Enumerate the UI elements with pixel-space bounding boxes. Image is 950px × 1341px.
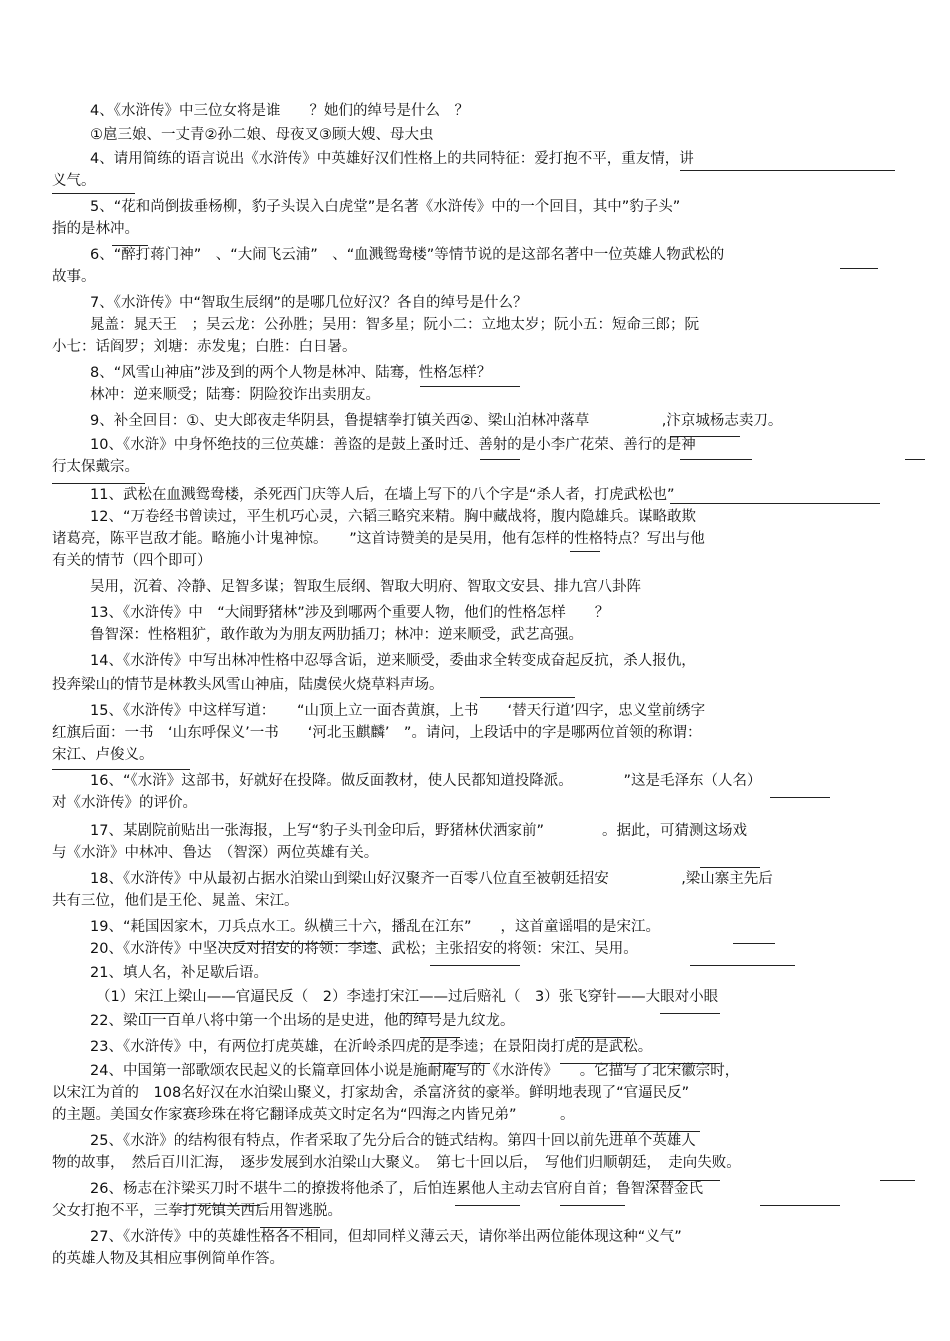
blank-underline <box>570 551 600 552</box>
text-line: 父女打抱不平，三拳打死镇关西后用智逃脱。 <box>52 1203 342 1219</box>
text-line: 5、“花和尚倒拔垂杨柳，豹子头误入白虎堂”是名著《水浒传》中的一个回目，其中”豹子头” <box>90 199 681 215</box>
blank-underline <box>660 1013 720 1014</box>
text-line: 20、《水浒传》中坚决反对招安的将领：李逵、武松；主张招安的将领：宋江、吴用。 <box>90 941 638 957</box>
text-line: 11、武松在血溅鸳鸯楼，杀死西门庆等人后，在墙上写下的八个字是“杀人者，打虎武松也” <box>90 487 675 503</box>
text-line: 9、补全回目：①、史大郎夜走华阴县，鲁提辖拳打镇关西②、梁山泊林冲落草 ,汴京城杨志卖刀。 <box>90 413 783 429</box>
text-line: 19、“耗国因家木，刀兵点水工。纵横三十六，播乱在江东” ，这首童谣唱的是宋江。 <box>90 919 660 935</box>
blank-underline <box>680 170 895 171</box>
text-line: 14、《水浒传》中写出林冲性格中忍辱含诟，逆来顺受，委曲求全转变成奋起反抗，杀人报仇， <box>90 653 696 669</box>
text-line: 6、“醉打蒋门神” 、“大闹飞云浦” 、“血溅鸳鸯楼”等情节说的是这部名著中一位英雄人物武松的 <box>90 247 725 263</box>
blank-underline <box>760 1205 840 1206</box>
text-line: 红旗后面：一书 ‘山东呼保义’一书 ‘河北玉麒麟’ ”。请问，上段话中的字是哪两位首领的称谓： <box>52 725 702 741</box>
blank-underline <box>400 1013 440 1014</box>
text-line: 故事。 <box>52 269 96 285</box>
text-line: 的英雄人物及其相应事例简单作答。 <box>52 1251 284 1267</box>
text-line: 18、《水浒传》中从最初占据水泊梁山到梁山好汉聚齐一百零八位直至被朝廷招安 ,梁山寨主先后 <box>90 871 773 887</box>
text-line: 25、《水浒》的结构很有特点，作者采取了先分后合的链式结构。第四十回以前先进单个英雄人 <box>90 1133 696 1149</box>
text-line: 的主题。美国女作家赛珍珠在将它翻译成英文时定名为“四海之内皆兄弟” 。 <box>52 1107 575 1123</box>
text-line: 林冲：逆来顺受；陆骞：阴险狡诈出卖朋友。 <box>90 387 380 403</box>
blank-underline <box>140 1013 180 1014</box>
blank-underline <box>560 1205 625 1206</box>
text-line: 以宋江为首的 108名好汉在水泊梁山聚义，打家劫舍，杀富济贫的豪举。鲜明地表现了“官逼民反” <box>52 1085 690 1101</box>
blank-underline <box>480 459 520 460</box>
text-line: 7、《水浒传》中“智取生辰纲”的是哪几位好汉？各自的绰号是什么？ <box>90 295 528 311</box>
blank-underline <box>733 943 775 944</box>
blank-underline <box>430 1063 490 1064</box>
blank-underline <box>112 245 148 246</box>
blank-underline <box>180 1205 260 1206</box>
blank-underline <box>420 1037 460 1038</box>
blank-underline <box>575 1037 630 1038</box>
blank-underline <box>220 943 378 944</box>
blank-underline <box>840 268 878 269</box>
text-line: 对《水浒传》的评价。 <box>52 795 197 811</box>
text-line: 义气。 <box>52 173 96 189</box>
blank-underline <box>905 459 925 460</box>
blank-underline <box>420 386 520 387</box>
blank-underline <box>700 867 760 868</box>
text-line: 诸葛亮，陈平岂敌才能。略施小计鬼神惊。 ”这首诗赞美的是吴用，他有怎样的性格特点？写出与他 <box>52 531 705 547</box>
text-line: 行太保戴宗。 <box>52 459 139 475</box>
text-line: 宋江、卢俊义。 <box>52 747 154 763</box>
text-line: 21、填人名，补足歇后语。 <box>90 965 268 981</box>
blank-underline <box>670 503 880 504</box>
text-line: 12、“万卷经书曾读过，平生机巧心灵，六韬三略究来精。胸中藏战将，腹内隐雄兵。谋略敢欺 <box>90 509 696 525</box>
blank-underline <box>480 697 575 698</box>
text-line: 指的是林冲。 <box>52 221 139 237</box>
text-line: 晁盖：晁天王 ；吴云龙：公孙胜；吴用：智多星；阮小二：立地太岁；阮小五：短命三郎；阮 <box>90 317 699 333</box>
text-line: 投奔梁山的情节是林教头风雪山神庙，陆虞侯火烧草料声场。 <box>52 677 444 693</box>
text-line: 15、《水浒传》中这样写道： “山顶上立一面杏黄旗，上书 ‘替天行道’四字，忠义堂前绣字 <box>90 703 706 719</box>
blank-underline <box>260 1227 320 1228</box>
blank-underline <box>52 193 135 194</box>
blank-underline <box>690 965 795 966</box>
text-line: 共有三位，他们是王伦、晁盖、宋江。 <box>52 893 299 909</box>
text-line: 10、《水浒》中身怀绝技的三位英雄：善盗的是鼓上蚤时迁、善射的是小李广花荣、善行的是神 <box>90 437 754 453</box>
blank-underline <box>880 1180 915 1181</box>
text-line: 16、“《水浒》这部书，好就好在投降。做反面教材，使人民都知道投降派。 ”这是毛泽东（人名） <box>90 773 762 789</box>
text-line: 24、中国第一部歌颂农民起义的长篇章回体小说是施耐庵写的《水浒传》 。它描写了北宋徽宗时， <box>90 1063 740 1079</box>
blank-underline <box>670 436 740 437</box>
text-line: 22、梁山一百单八将中第一个出场的是史进，他的绰号是九纹龙。 <box>90 1013 515 1029</box>
text-line: 17、某剧院前贴出一张海报，上写“豹子头刊金印后，野猪林伏洒家前” 。据此，可猜测这场戏 <box>90 823 747 839</box>
text-line: 与《水浒》中林冲、鲁达 （智深）两位英雄有关。 <box>52 845 379 861</box>
blank-underline <box>770 797 830 798</box>
text-line: 26、杨志在汴梁买刀时不堪牛二的撩拨将他杀了，后怕连累他人主动去官府自首；鲁智深替金氏 <box>90 1181 703 1197</box>
text-line: 27、《水浒传》中的英雄性格各不相同，但却同样义薄云天，请你举出两位能体现这种“义气” <box>90 1229 682 1245</box>
text-line: 小七：话阎罗；刘塘：赤发鬼；白胜：白日暑。 <box>52 339 357 355</box>
blank-underline <box>52 769 190 770</box>
text-line: 有关的情节（四个即可） <box>52 553 212 569</box>
text-line: 23、《水浒传》中，有两位打虎英雄，在沂岭杀四虎的是李逵；在景阳岗打虎的是武松。 <box>90 1039 653 1055</box>
text-line: 8、“风雪山神庙”涉及到的两个人物是林冲、陆骞，性格怎样？ <box>90 365 492 381</box>
blank-underline <box>650 1180 720 1181</box>
text-line: 鲁智深：性格粗犷，敢作敢为为朋友两肋插刀；林冲：逆来顺受，武艺高强。 <box>90 627 583 643</box>
text-line: （1）宋江上梁山——官逼民反（ 2）李逵打宋江——过后赔礼（ 3）张飞穿针——大眼对小眼 <box>96 989 719 1005</box>
text-line: ①扈三娘、一丈青②孙二娘、母夜叉③顾大嫂、母大虫 <box>90 127 434 143</box>
text-line: 13、《水浒传》中 “大闹野猪林”涉及到哪两个重要人物，他们的性格怎样 ？ <box>90 605 610 621</box>
text-line: 4、《水浒传》中三位女将是谁 ？她们的绰号是什么 ？ <box>90 103 469 119</box>
blank-underline <box>455 1205 520 1206</box>
blank-underline <box>680 459 752 460</box>
text-line: 物的故事， 然后百川汇海， 逐步发展到水泊梁山大聚义。 第七十回以后， 写他们归顺朝廷， 走向失败。 <box>52 1155 741 1171</box>
blank-underline <box>430 965 520 966</box>
blank-underline <box>52 483 145 484</box>
text-line: 吴用，沉着、冷静、足智多谋；智取生辰纲、智取大明府、智取文安县、排九宫八卦阵 <box>90 579 641 595</box>
blank-underline <box>560 1063 720 1064</box>
blank-underline <box>610 1131 700 1132</box>
text-line: 4、请用简练的语言说出《水浒传》中英雄好汉们性格上的共同特征：爱打抱不平，重友情，讲 <box>90 151 694 167</box>
